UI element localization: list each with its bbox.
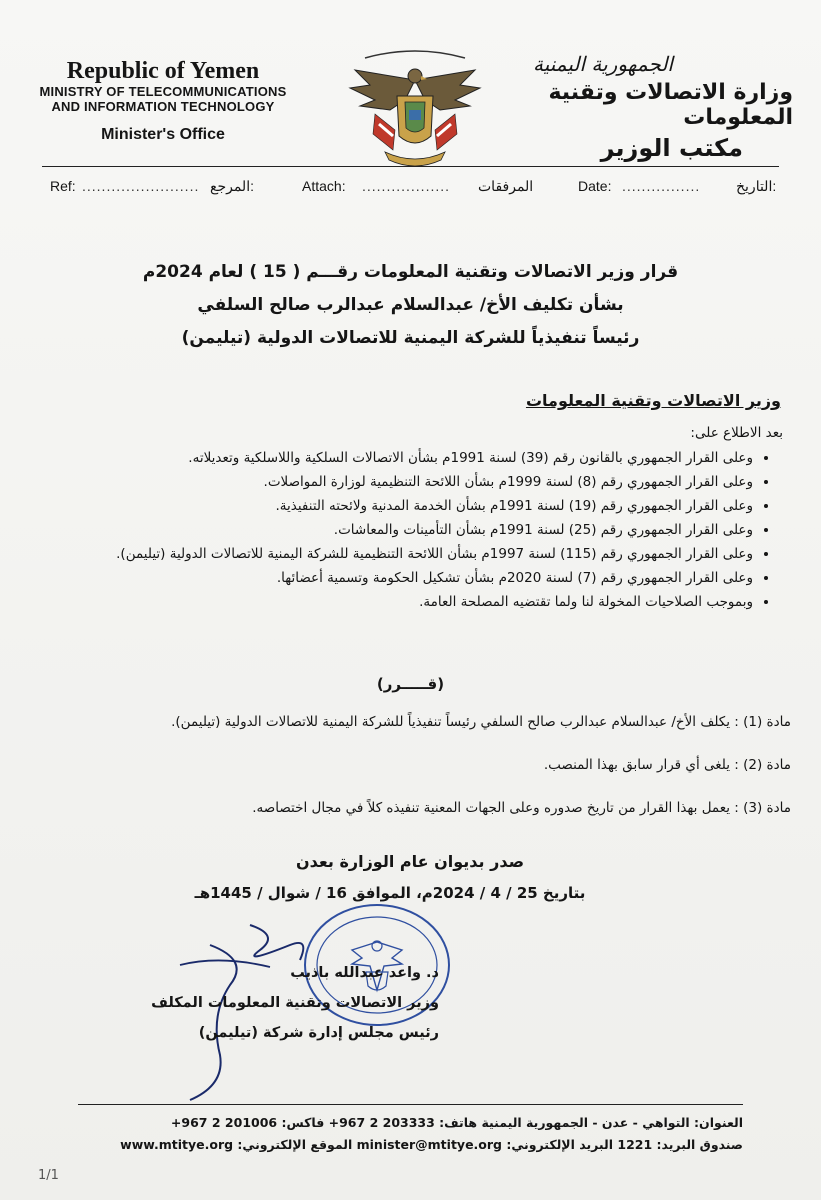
attach-label: Attach: (302, 178, 346, 194)
yemen-emblem-icon (335, 40, 495, 170)
date-dots: ................ (622, 178, 701, 194)
attach-dots: .................. (362, 178, 451, 194)
letterhead-footer (63, 1112, 743, 1156)
list-item: • وعلى القرار الجمهوري رقم (25) لسنة 1991م بشأن التأمينات والمعاشات. (71, 520, 753, 541)
attach-label-ar: المرفقات (478, 178, 534, 194)
decision-body (71, 390, 791, 616)
english-letterhead (38, 58, 288, 144)
decided-heading: (قـــــرر) (376, 675, 445, 693)
ref-label-ar: المرجع: (210, 178, 254, 194)
article-2: مادة (2) : يلغى أي قرار سابق بهذا المنصب. (543, 757, 791, 773)
article-3: مادة (3) : يعمل بهذا القرار من تاريخ صدوره وعلى الجهات المعنية تنفيذه كلاً في مجال اختصاصه. (252, 800, 791, 816)
title-line-1: قرار وزير الاتصالات وتقنية المعلومات رقـــم ( 15 ) لعام 2024م (142, 262, 679, 282)
list-item: • وعلى القرار الجمهوري رقم (7) لسنة 2020م بشأن تشكيل الحكومة وتسمية أعضائها. (71, 568, 753, 589)
footer-address: العنوان: التواهي - عدن - الجمهورية اليمنية هاتف: 203333 2 967+ فاكس: 201006 2 967+ (170, 1115, 743, 1130)
list-item: • وبموجب الصلاحيات المخولة لنا ولما تقتضيه المصلحة العامة. (71, 592, 753, 613)
issue-date: بتاريخ 25 / 4 / 2024م، الموافق 16 / شوال / 1445هـ (194, 884, 586, 902)
title-line-2: بشأن تكليف الأخ/ عبدالسلام عبدالرب صالح السلفي (197, 295, 624, 315)
signature-block (119, 958, 439, 1048)
issued-at: صدر بديوان عام الوزارة بعدن (295, 852, 525, 871)
reference-row (42, 178, 779, 200)
article-1: مادة (1) : يكلف الأخ/ عبدالسلام عبدالرب صالح السلفي رئيساً تنفيذياً للشركة اليمنية للاتصالات الدولية (تيليمن). (171, 714, 791, 730)
minister-heading: وزير الاتصالات وتقنية المعلومات (525, 391, 781, 410)
en-country: Republic of Yemen (66, 58, 260, 84)
en-office: Minister's Office (101, 126, 225, 143)
ref-dots: ........................ (82, 178, 200, 194)
page-number: 1/1 (38, 1168, 59, 1183)
en-ministry-line-1: MINISTRY OF TELECOMMUNICATIONS (39, 84, 287, 99)
after-review-label: بعد الاطلاع على: (690, 425, 783, 441)
arabic-letterhead (503, 52, 793, 162)
ar-country: الجمهورية اليمنية (532, 52, 673, 76)
header-divider (42, 166, 779, 167)
date-label: Date: (578, 178, 612, 194)
ar-ministry: وزارة الاتصالات وتقنية المعلومات (548, 80, 793, 130)
list-item: • وعلى القرار الجمهوري رقم (8) لسنة 1999م بشأن اللائحة التنظيمية لوزارة المواصلات. (71, 472, 753, 493)
title-line-3: رئيساً تنفيذياً للشركة اليمنية للاتصالات الدولية (تيليمن) (181, 328, 640, 348)
date-label-ar: التاريخ: (736, 178, 777, 194)
footer-contact: صندوق البريد: 1221 البريد الإلكتروني: minister@mtitye.org الموقع الإلكتروني: www.mtitye.org (120, 1137, 743, 1152)
list-item: • وعلى القرار الجمهوري بالقانون رقم (39) لسنة 1991م بشأن الاتصالات السلكية واللاسلكية وتعديلاته. (71, 448, 753, 469)
ref-label: Ref: (50, 178, 76, 194)
references-list (71, 448, 791, 613)
signer-title: وزير الاتصالات وتقنية المعلومات المكلف (151, 995, 439, 1011)
list-item: • وعلى القرار الجمهوري رقم (19) لسنة 1991م بشأن الخدمة المدنية ولائحته التنفيذية. (71, 496, 753, 517)
footer-divider (78, 1104, 743, 1105)
ar-office: مكتب الوزير (600, 134, 743, 162)
decision-title (60, 262, 761, 361)
list-item: • وعلى القرار الجمهوري رقم (115) لسنة 1997م بشأن اللائحة التنظيمية للشركة اليمنية للاتصالات الدولية (تيليمن). (71, 544, 753, 565)
en-ministry-line-2: AND INFORMATION TECHNOLOGY (51, 99, 275, 114)
signer-role: رئيس مجلس إدارة شركة (تيليمن) (198, 1025, 439, 1041)
signer-name: د. واعد عبدالله باذيب (290, 965, 439, 981)
